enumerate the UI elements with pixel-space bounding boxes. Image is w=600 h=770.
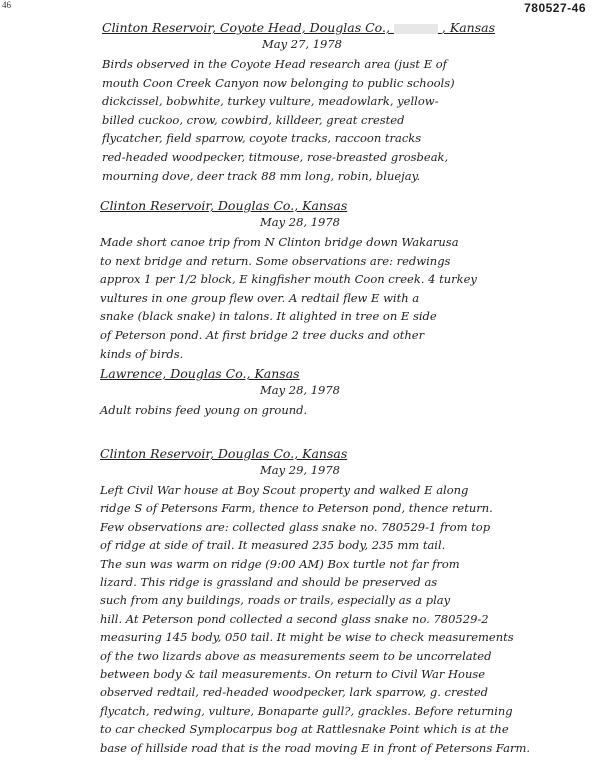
body-line: Left Civil War house at Boy Scout property and walked E along [100,483,469,497]
entry-date: May 28, 1978 [260,215,340,229]
body-line: approx 1 per 1/2 block, E kingfisher mouth Coon creek. 4 turkey [100,272,477,287]
body-line: to next bridge and return. Some observations are: redwings [100,253,451,268]
body-line: kinds of birds. [100,346,184,361]
body-line: snake (black snake) in talons. It alighted in tree on E side [100,309,437,324]
entry-header: Lawrence, Douglas Co., Kansas [100,366,300,381]
body-line: billed cuckoo, crow, cowbird, killdeer, great crested [102,112,405,127]
entry-header-state: , Kansas [441,20,495,35]
body-line: Adult robins feed young on ground. [100,403,308,417]
body-line: Made short canoe trip from N Clinton bridge down Wakarusa [100,235,459,249]
body-line: observed redtail, red-headed woodpecker, lark sparrow, g. crested [100,685,488,700]
entry-date: May 27, 1978 [262,37,342,51]
entry-body [102,55,572,185]
entry-date: May 28, 1978 [260,383,340,397]
journal-entry [100,198,570,363]
body-line: Birds observed in the Coyote Head research area (just E of [102,57,447,71]
document-id: 780527-46 [524,1,586,15]
body-line: flycatch, redwing, vulture, Bonaparte gull?, grackles. Before returning [100,703,513,718]
entry-header-location: Clinton Reservoir, Coyote Head, Douglas Co., [102,20,390,35]
body-line: hill. At Peterson pond collected a second glass snake no. 780529-2 [100,611,489,626]
body-line: of the two lizards above as measurements seem to be uncorrelated [100,648,492,663]
page-number: 46 [2,0,11,10]
entry-header: Clinton Reservoir, Douglas Co., Kansas [100,198,348,213]
body-line: ridge S of Petersons Farm, thence to Peterson pond, thence return. [100,501,493,516]
body-line: of Peterson pond. At first bridge 2 tree ducks and other [100,327,425,342]
entry-body [100,401,570,420]
body-line: of ridge at side of trail. It measured 235 body, 235 mm tail. [100,538,446,553]
body-line: lizard. This ridge is grassland and should be preserved as [100,575,438,590]
journal-entry [102,20,572,185]
body-line: Few observations are: collected glass snake no. 780529-1 from top [100,519,491,534]
entry-body [100,481,570,757]
entry-date: May 29, 1978 [260,463,340,477]
entry-header [102,20,572,35]
body-line: vultures in one group flew over. A redtail flew E with a [100,290,420,305]
journal-entry [100,366,570,420]
body-line: mourning dove, deer track 88 mm long, robin, bluejay. [102,168,421,183]
body-line: flycatcher, field sparrow, coyote tracks, raccoon tracks [102,131,422,146]
body-line: The sun was warm on ridge (9:00 AM) Box turtle not far from [100,556,460,571]
body-line: mouth Coon Creek Canyon now belonging to public schools) [102,75,455,90]
journal-entry [100,446,570,757]
redaction-mark [394,24,438,34]
body-line: red-headed woodpecker, titmouse, rose-breasted grosbeak, [102,149,449,164]
body-line: such from any buildings, roads or trails, especially as a play [100,593,451,608]
body-line: measuring 145 body, 050 tail. It might be wise to check measurements [100,630,514,645]
body-line: base of hillside road that is the road moving E in front of Petersons Farm. [100,740,530,755]
body-line: between body & tail measurements. On return to Civil War House [100,667,486,682]
entry-body [100,233,570,363]
body-line: dickcissel, bobwhite, turkey vulture, meadowlark, yellow- [102,94,439,109]
body-line: to car checked Symplocarpus bog at Rattlesnake Point which is at the [100,722,509,737]
entry-header: Clinton Reservoir, Douglas Co., Kansas [100,446,348,461]
